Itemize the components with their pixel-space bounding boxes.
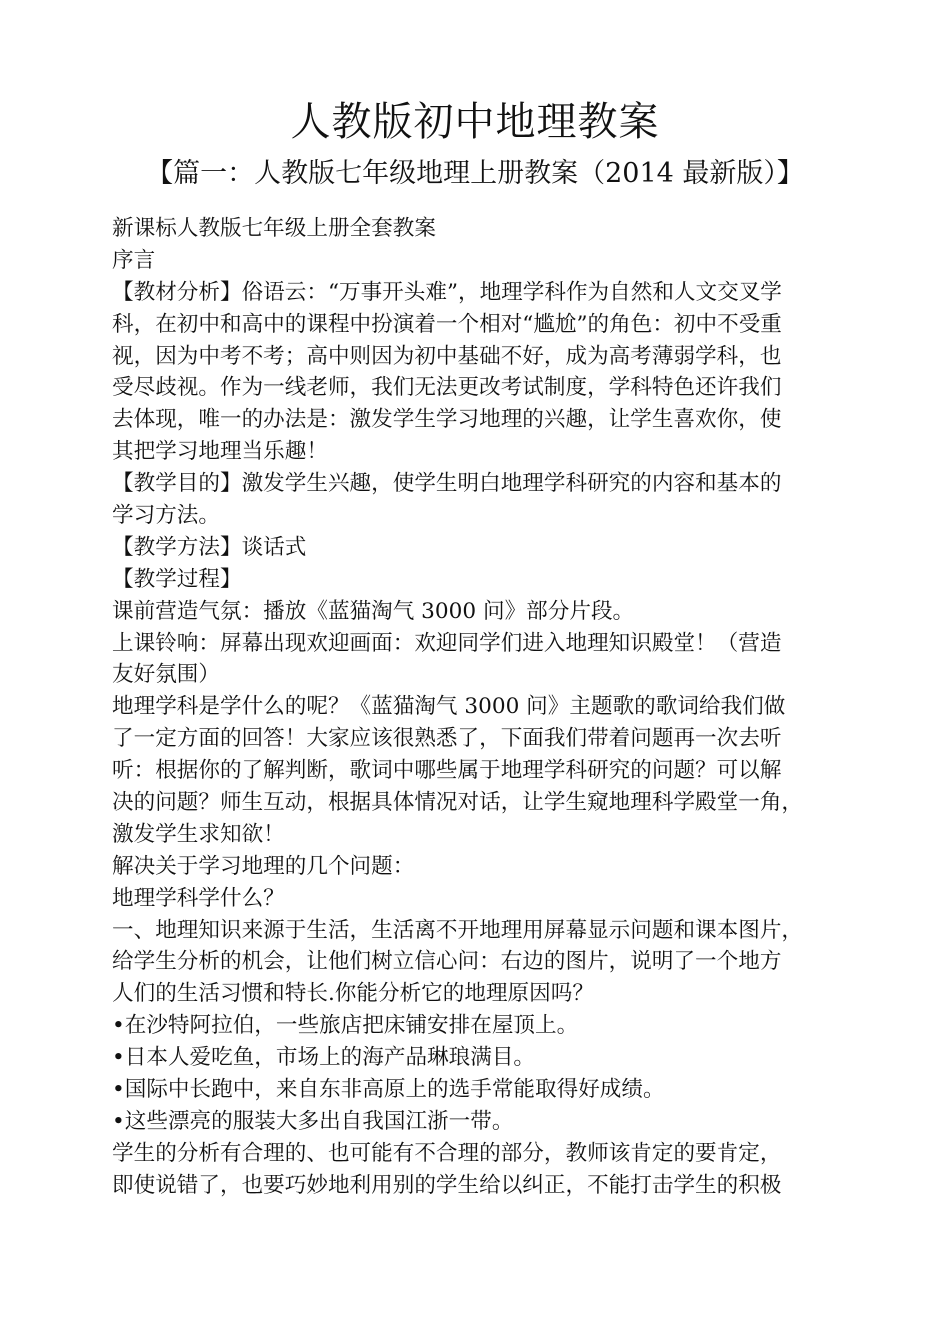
- text-line: 一、地理知识来源于生活，生活离不开地理用屏幕显示问题和课本图片，: [112, 917, 804, 943]
- text-line: 【教学过程】: [112, 566, 242, 592]
- bullet-item: •日本人爱吃鱼，市场上的海产品琳琅满目。: [112, 1045, 536, 1071]
- text-line: 上课铃响：屏幕出现欢迎画面：欢迎同学们进入地理知识殿堂！（营造: [112, 630, 782, 656]
- document-body: [112, 213, 852, 1202]
- text-line: 序言: [112, 247, 156, 273]
- bullet-item: •这些漂亮的服装大多出自我国江浙一带。: [112, 1108, 514, 1134]
- text-line: 课前营造气氛：播放《蓝猫淘气 3000 问》部分片段。: [112, 598, 635, 624]
- text-line: 受尽歧视。作为一线老师，我们无法更改考试制度，学科特色还许我们: [112, 375, 782, 401]
- text-line: 解决关于学习地理的几个问题：: [112, 853, 415, 879]
- text-line: 友好氛围）: [112, 662, 220, 688]
- text-line: 学生的分析有合理的、也可能有不合理的部分，教师该肯定的要肯定，: [112, 1140, 782, 1166]
- text-line: 新课标人教版七年级上册全套教案: [112, 216, 436, 241]
- text-line: 地理学科是学什么的呢？《蓝猫淘气 3000 问》主题歌的歌词给我们做: [112, 694, 786, 720]
- document-title: 人教版初中地理教案: [290, 99, 660, 145]
- text-line: 地理学科学什么？: [112, 885, 285, 911]
- text-line: 给学生分析的机会，让他们树立信心问：右边的图片，说明了一个地方: [112, 949, 782, 975]
- text-line: 听：根据你的了解判断，歌词中哪些属于地理学科研究的问题？可以解: [112, 758, 782, 784]
- text-line: 其把学习地理当乐趣！: [112, 439, 328, 465]
- text-line: 科，在初中和高中的课程中扮演着一个相对“尴尬”的角色：初中不受重: [112, 311, 782, 337]
- text-line: 人们的生活习惯和特长.你能分析它的地理原因吗？: [112, 981, 594, 1007]
- text-line: 【教材分析】俗语云：“万事开头难”，地理学科作为自然和人文交叉学: [112, 279, 782, 305]
- text-line: 去体现，唯一的办法是：激发学生学习地理的兴趣，让学生喜欢你，使: [112, 407, 782, 433]
- text-line: 视，因为中考不考；高中则因为初中基础不好，成为高考薄弱学科，也: [112, 343, 782, 369]
- text-line: 【教学方法】谈话式: [112, 534, 307, 560]
- text-line: 了一定方面的回答！大家应该很熟悉了，下面我们带着问题再一次去听: [112, 726, 782, 752]
- text-line: 【教学目的】激发学生兴趣，使学生明白地理学科研究的内容和基本的: [112, 471, 782, 497]
- text-line: 即使说错了，也要巧妙地利用别的学生给以纠正，不能打击学生的积极: [112, 1172, 782, 1198]
- text-line: 激发学生求知欲！: [112, 821, 285, 847]
- bullet-item: •在沙特阿拉伯，一些旅店把床铺安排在屋顶上。: [112, 1013, 579, 1039]
- text-line: 学习方法。: [112, 503, 220, 529]
- text-line: 决的问题？师生互动，根据具体情况对话，让学生窥地理科学殿堂一角，: [112, 790, 804, 816]
- bullet-item: •国际中长跑中，来自东非高原上的选手常能取得好成绩。: [112, 1077, 665, 1103]
- document-subtitle: 【篇一：人教版七年级地理上册教案（2014 最新版）】: [146, 158, 804, 189]
